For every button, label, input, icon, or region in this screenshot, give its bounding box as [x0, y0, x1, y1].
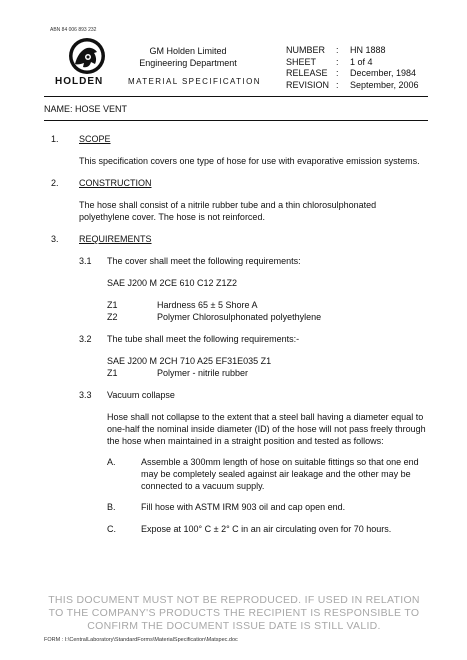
req-3-1-z-value: Hardness 65 ± 5 Shore A: [157, 300, 258, 310]
section-2-text-line-2: polyethylene cover. The hose is not reinforced.: [79, 212, 265, 222]
meta-key: SHEET: [286, 56, 317, 67]
step-a-line: may be completely sealed against air leakage and the other may be: [141, 469, 411, 479]
header-divider: [44, 96, 428, 97]
form-path: FORM : I:\CentralLaboratory\StandardForms\MaterialSpecification\Matspec.doc: [44, 637, 238, 643]
req-3-1-text: The cover shall meet the following requirements:: [107, 256, 301, 266]
section-2-number: 2.: [51, 178, 59, 188]
req-3-2-code: SAE J200 M 2CH 710 A25 EF31E035 Z1: [107, 356, 272, 366]
section-1-number: 1.: [51, 134, 59, 144]
req-3-2-z-value: Polymer - nitrile rubber: [157, 368, 249, 378]
req-3-3-text-line: one-half the nominal inside diameter (ID) of the hose will not pass freely through: [107, 424, 426, 434]
meta-sep: :: [336, 68, 339, 78]
document-meta: [286, 45, 419, 91]
department-name: Engineering Department: [139, 58, 237, 68]
company-name: GM Holden Limited: [149, 46, 227, 56]
req-3-1-code: SAE J200 M 2CE 610 C12 Z1Z2: [107, 278, 238, 288]
req-3-2-z-key: Z1: [107, 368, 118, 378]
step-a-line: Assemble a 300mm length of hose on suitable fittings so that one end: [141, 457, 419, 467]
logo-wordmark: HOLDEN: [55, 76, 104, 87]
meta-key: REVISION: [286, 79, 330, 90]
abn-number: ABN 84 006 893 232: [50, 27, 97, 33]
step-a-line: connected to a vacuum supply.: [141, 481, 265, 491]
document-type: MATERIAL SPECIFICATION: [128, 77, 261, 86]
meta-key: NUMBER: [286, 45, 326, 55]
step-c-label: C.: [107, 524, 116, 534]
req-3-3-text-line: the hose when maintained in a straight position and tested as follows:: [107, 436, 384, 446]
req-3-1-z-key: Z2: [107, 312, 118, 322]
meta-row-number: [286, 45, 419, 57]
req-3-2-number: 3.2: [79, 334, 92, 344]
req-3-3-text-line: Hose shall not collapse to the extent that a steel ball having a diameter equal to: [107, 412, 424, 422]
step-b-label: B.: [107, 502, 116, 512]
reproduction-notice: [44, 594, 424, 633]
req-3-1-z-key: Z1: [107, 300, 118, 310]
meta-sep: :: [336, 45, 339, 55]
step-a-label: A.: [107, 457, 116, 467]
meta-key: RELEASE: [286, 68, 328, 78]
meta-row-revision: [286, 80, 419, 92]
step-b-line: Fill hose with ASTM IRM 903 oil and cap open end.: [141, 502, 346, 512]
meta-value: September, 2006: [350, 79, 419, 90]
req-3-1-number: 3.1: [79, 256, 92, 266]
company-block: [132, 45, 244, 69]
meta-row-release: [286, 68, 419, 80]
meta-sep: :: [336, 79, 339, 90]
document-name: NAME: HOSE VENT: [44, 104, 128, 114]
section-1-title: SCOPE: [79, 134, 111, 144]
section-2-text-line-1: The hose shall consist of a nitrile rubber tube and a thin chlorosulphonated: [79, 200, 377, 210]
step-c-line: Expose at 100° C ± 2° C in an air circulating oven for 70 hours.: [141, 524, 392, 534]
name-divider: [44, 120, 428, 121]
req-3-2-text: The tube shall meet the following requirements:-: [107, 334, 300, 344]
req-3-3-number: 3.3: [79, 390, 92, 400]
meta-sep: :: [336, 56, 339, 67]
req-3-3-title: Vacuum collapse: [107, 390, 175, 400]
notice-line: CONFIRM THE DOCUMENT ISSUE DATE IS STILL VALID.: [87, 620, 381, 632]
notice-line: TO THE COMPANY'S PRODUCTS THE RECIPIENT IS RESPONSIBLE TO: [48, 607, 420, 619]
section-3-title: REQUIREMENTS: [79, 234, 152, 244]
meta-value: December, 1984: [350, 68, 417, 78]
req-3-1-z-value: Polymer Chlorosulphonated polyethylene: [157, 312, 322, 322]
section-3-number: 3.: [51, 234, 59, 244]
meta-row-sheet: [286, 57, 419, 69]
section-2-title: CONSTRUCTION: [79, 178, 152, 188]
notice-line: THIS DOCUMENT MUST NOT BE REPRODUCED. IF USED IN RELATION: [48, 594, 420, 606]
meta-value: 1 of 4: [350, 56, 373, 67]
section-1-text: This specification covers one type of hose for use with evaporative emission systems.: [79, 156, 420, 166]
meta-value: HN 1888: [350, 45, 386, 55]
